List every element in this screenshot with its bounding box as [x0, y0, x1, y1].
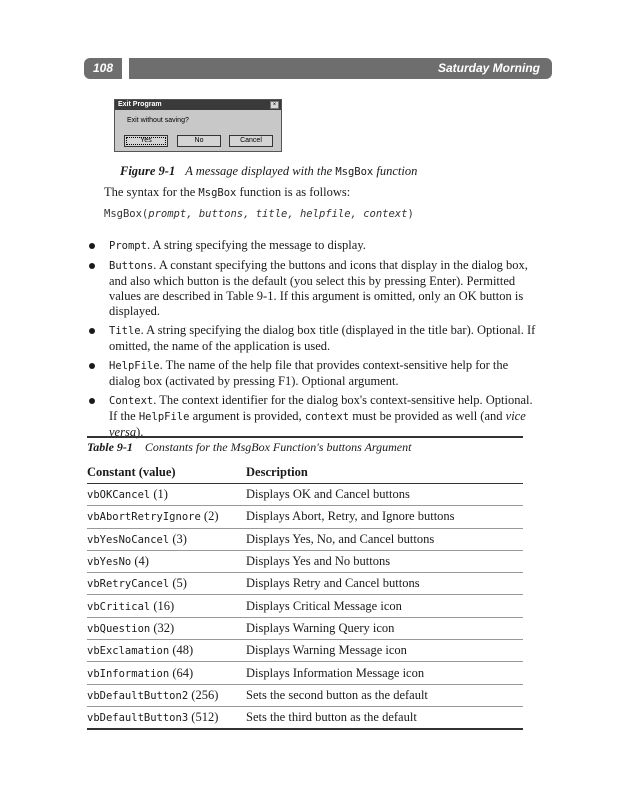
constant-name: vbCritical [87, 600, 151, 613]
bullet-icon [89, 363, 95, 369]
constant-value: (4) [131, 554, 149, 569]
constant-value: (32) [150, 620, 175, 635]
table-number: Table 9-1 [87, 440, 133, 454]
exit-program-dialog [114, 99, 282, 152]
dialog-title: Exit Program [115, 100, 281, 110]
table-row [87, 618, 523, 640]
table-header-row [87, 465, 523, 484]
table-row [87, 662, 523, 684]
page-header [84, 58, 552, 79]
caption-suffix: function [373, 164, 418, 178]
constant-name: vbYesNo [87, 556, 132, 569]
arg-term: Buttons [109, 260, 154, 272]
no-button[interactable]: No [177, 135, 221, 147]
constant-name: vbQuestion [87, 622, 151, 635]
caption-code: MsgBox [335, 166, 374, 178]
yes-button[interactable]: Yes [124, 135, 168, 147]
argument-list [88, 238, 538, 444]
figure-caption [120, 164, 417, 179]
table-row [87, 640, 523, 662]
constant-description: Displays OK and Cancel buttons [246, 487, 410, 502]
arg-desc: . The name of the help file that provides context-sensitive help for the dialog box (activated by pressing F1). Optional argument. [109, 358, 509, 388]
arg-desc-3: must be provided as well (and [349, 409, 506, 423]
table-body [87, 484, 523, 730]
constant-description: Displays Abort, Retry, and Ignore buttons [246, 509, 455, 524]
intro-code: MsgBox [198, 187, 237, 199]
list-item [88, 323, 538, 354]
list-item [88, 393, 538, 440]
caption-text: A message displayed with the [185, 164, 336, 178]
bullet-icon [89, 243, 95, 249]
syntax-intro [104, 185, 350, 200]
page-number: 108 [84, 58, 122, 79]
constant-description: Sets the second button as the default [246, 687, 428, 702]
constant-description: Displays Retry and Cancel buttons [246, 576, 420, 591]
table-row [87, 685, 523, 707]
list-item [88, 238, 538, 254]
syntax-func: MsgBox( [104, 208, 149, 220]
arg-code: HelpFile [138, 411, 190, 423]
column-header-constant: Constant (value) [87, 465, 176, 479]
table-row [87, 506, 523, 528]
arg-term: HelpFile [109, 360, 160, 372]
dialog-message: Exit without saving? [127, 117, 189, 124]
constant-value: (2) [200, 509, 219, 524]
constant-name: vbDefaultButton3 [87, 712, 189, 725]
constant-name: vbDefaultButton2 [87, 689, 189, 702]
constant-description: Displays Information Message icon [246, 665, 425, 680]
constant-name: vbYesNoCancel [87, 533, 170, 546]
constant-value: (16) [150, 598, 175, 613]
table-caption [87, 438, 523, 458]
constant-description: Displays Yes and No buttons [246, 554, 391, 569]
cancel-button[interactable]: Cancel [229, 135, 273, 147]
constant-description: Displays Critical Message icon [246, 598, 402, 613]
constants-table [87, 436, 523, 730]
arg-desc: . A string specifying the dialog box title (displayed in the title bar). Optional. If omitted, the name of the application is used. [109, 323, 536, 353]
arg-desc: . The context identifier for the dialog box's context-sensitive help. Optional. If the [109, 393, 533, 423]
constant-value: (3) [169, 531, 187, 546]
table-caption-text: Constants for the MsgBox Function's buttons Argument [144, 440, 412, 454]
arg-desc-2: argument is provided, [189, 409, 305, 423]
list-item [88, 358, 538, 389]
arg-term: Prompt [109, 240, 147, 252]
constant-name: vbInformation [87, 667, 170, 680]
intro-before: The syntax for the [104, 185, 199, 199]
table-row [87, 484, 523, 506]
arg-code-2: context [304, 411, 350, 423]
intro-after: function is as follows: [236, 185, 351, 199]
table-row [87, 573, 523, 595]
column-header-description: Description [246, 465, 308, 479]
syntax-args: prompt, buttons, title, helpfile, context [148, 208, 408, 220]
close-icon[interactable]: × [270, 101, 279, 109]
constant-name: vbRetryCancel [87, 578, 170, 591]
constant-value: (512) [188, 710, 219, 725]
constant-value: (48) [169, 643, 194, 658]
arg-italic: vice versa [109, 409, 526, 439]
list-item [88, 258, 538, 319]
arg-term: Title [109, 325, 141, 337]
constant-name: vbOKCancel [87, 489, 151, 502]
constant-value: (5) [169, 576, 187, 591]
arg-term: Context [109, 395, 154, 407]
constant-value: (1) [150, 487, 168, 502]
constant-description: Displays Warning Query icon [246, 620, 395, 635]
bullet-icon [89, 328, 95, 334]
arg-desc: . A string specifying the message to display. [146, 238, 366, 252]
bullet-icon [89, 398, 95, 404]
bullet-icon [89, 263, 95, 269]
constant-description: Sets the third button as the default [246, 710, 417, 725]
constant-name: vbExclamation [87, 645, 170, 658]
table-row [87, 551, 523, 573]
table-row [87, 529, 523, 551]
constant-value: (64) [169, 665, 194, 680]
constant-description: Displays Yes, No, and Cancel buttons [246, 531, 435, 546]
syntax-line [104, 208, 414, 220]
arg-desc-4: ). [136, 425, 144, 439]
table-row [87, 707, 523, 730]
figure-number: Figure 9-1 [120, 164, 176, 178]
arg-desc: . A constant specifying the buttons and icons that display in the dialog box, and also which button is the default (you select this by pressing Enter). Permitted values are described in Table 9-1. If this argument is omitted, only an OK button is displayed. [109, 258, 528, 318]
syntax-close: ) [407, 208, 414, 220]
constant-description: Displays Warning Message icon [246, 643, 407, 658]
constant-value: (256) [188, 687, 219, 702]
table-row [87, 595, 523, 617]
constant-name: vbAbortRetryIgnore [87, 511, 201, 524]
running-title: Saturday Morning [129, 58, 552, 79]
